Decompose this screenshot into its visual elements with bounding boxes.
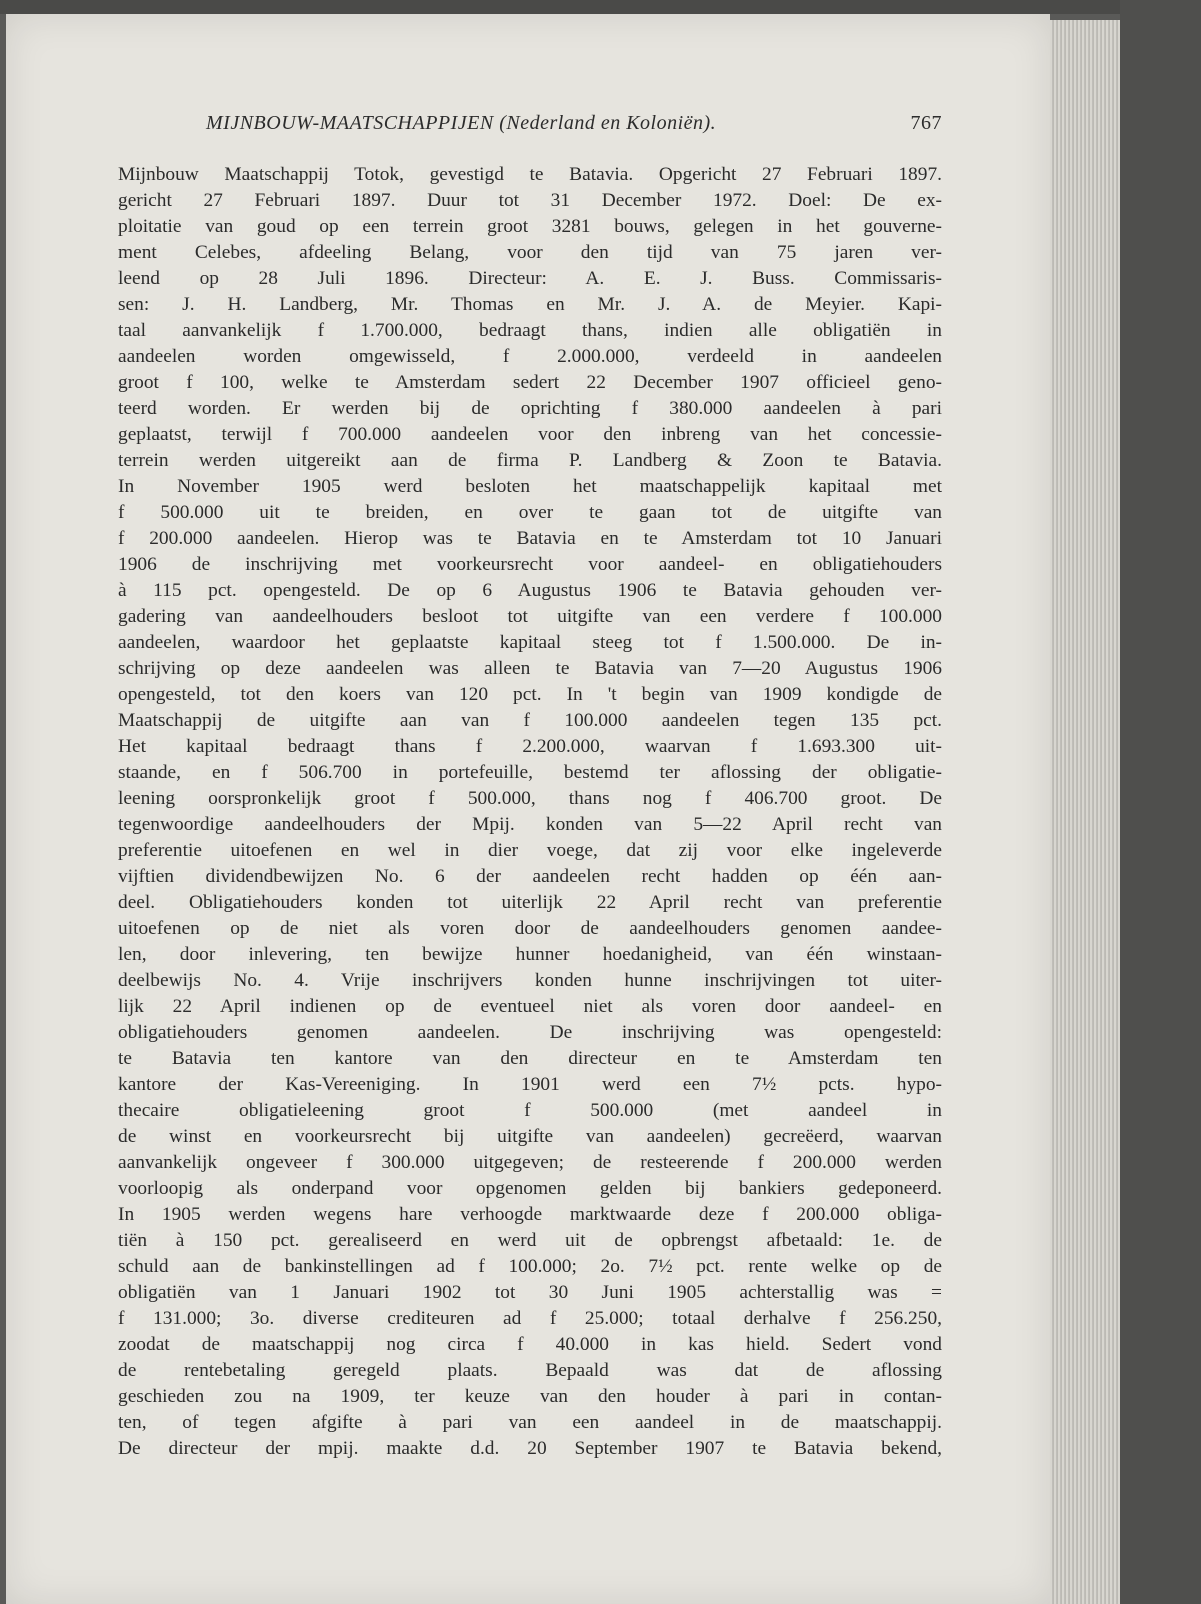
text-line: deelbewijs No. 4. Vrije inschrijvers konden hunne inschrijvingen tot uiter-: [118, 970, 942, 991]
text-line: opengesteld, tot den koers van 120 pct. In 't begin van 1909 kondigde de: [118, 684, 942, 705]
text-line: gericht 27 Februari 1897. Duur tot 31 December 1972. Doel: De ex-: [118, 190, 942, 211]
text-line: tiën à 150 pct. gerealiseerd en werd uit de opbrengst afbetaald: 1e. de: [118, 1230, 942, 1251]
text-line: geschieden zou na 1909, ter keuze van den houder à pari in contan-: [118, 1386, 942, 1407]
text-line: aanvankelijk ongeveer f 300.000 uitgegeven; de resteerende f 200.000 werden: [118, 1152, 942, 1173]
text-line: ment Celebes, afdeeling Belang, voor den tijd van 75 jaren ver-: [118, 242, 942, 263]
text-line: ploitatie van goud op een terrein groot 3281 bouws, gelegen in het gouverne-: [118, 216, 942, 237]
text-line: schrijving op deze aandeelen was alleen te Batavia van 7—20 Augustus 1906: [118, 658, 942, 679]
running-header: [118, 108, 942, 142]
page-number: 767: [910, 112, 942, 134]
text-line: f 131.000; 3o. diverse crediteuren ad f 25.000; totaal derhalve f 256.250,: [118, 1308, 942, 1329]
text-line: In November 1905 werd besloten het maatschappelijk kapitaal met: [118, 476, 942, 497]
text-line: len, door inlevering, ten bewijze hunner hoedanigheid, van één winstaan-: [118, 944, 942, 965]
text-line: lijk 22 April indienen op de eventueel niet als voren door aandeel- en: [118, 996, 942, 1017]
text-line: taal aanvankelijk f 1.700.000, bedraagt thans, indien alle obligatiën in: [118, 320, 942, 341]
text-line: preferentie uitoefenen en wel in dier voege, dat zij voor elke ingeleverde: [118, 840, 942, 861]
text-line: deel. Obligatiehouders konden tot uiterlijk 22 April recht van preferentie: [118, 892, 942, 913]
text-line: te Batavia ten kantore van den directeur en te Amsterdam ten: [118, 1048, 942, 1069]
text-line: voorloopig als onderpand voor opgenomen gelden bij bankiers gedeponeerd.: [118, 1178, 942, 1199]
text-line: staande, en f 506.700 in portefeuille, bestemd ter aflossing der obligatie-: [118, 762, 942, 783]
text-line: f 200.000 aandeelen. Hierop was te Batavia en te Amsterdam tot 10 Januari: [118, 528, 942, 549]
text-line: obligatiehouders genomen aandeelen. De inschrijving was opengesteld:: [118, 1022, 942, 1043]
text-line: tegenwoordige aandeelhouders der Mpij. konden van 5—22 April recht van: [118, 814, 942, 835]
text-line: f 500.000 uit te breiden, en over te gaan tot de uitgifte van: [118, 502, 942, 523]
text-line: aandeelen, waardoor het geplaatste kapitaal steeg tot f 1.500.000. De in-: [118, 632, 942, 653]
text-line: geplaatst, terwijl f 700.000 aandeelen voor den inbreng van het concessie-: [118, 424, 942, 445]
text-line: Mijnbouw Maatschappij Totok, gevestigd te Batavia. Opgericht 27 Februari 1897.: [118, 164, 942, 185]
text-line: kantore der Kas-Vereeniging. In 1901 werd een 7½ pcts. hypo-: [118, 1074, 942, 1095]
text-line: sen: J. H. Landberg, Mr. Thomas en Mr. J. A. de Meyier. Kapi-: [118, 294, 942, 315]
text-line: gadering van aandeelhouders besloot tot uitgifte van een verdere f 100.000: [118, 606, 942, 627]
text-line: schuld aan de bankinstellingen ad f 100.000; 2o. 7½ pct. rente welke op de: [118, 1256, 942, 1277]
text-line: 1906 de inschrijving met voorkeursrecht voor aandeel- en obligatiehouders: [118, 554, 942, 575]
text-line: de winst en voorkeursrecht bij uitgifte van aandeelen) gecreëerd, waarvan: [118, 1126, 942, 1147]
text-line: terrein werden uitgereikt aan de firma P. Landberg & Zoon te Batavia.: [118, 450, 942, 471]
text-line: In 1905 werden wegens hare verhoogde marktwaarde deze f 200.000 obliga-: [118, 1204, 942, 1225]
text-line: thecaire obligatieleening groot f 500.000 (met aandeel in: [118, 1100, 942, 1121]
text-line: leening oorspronkelijk groot f 500.000, thans nog f 406.700 groot. De: [118, 788, 942, 809]
scan-top-shadow: [0, 0, 1201, 14]
text-line: à 115 pct. opengesteld. De op 6 Augustus 1906 te Batavia gehouden ver-: [118, 580, 942, 601]
page-stack-edge: [1050, 20, 1120, 1604]
text-line: groot f 100, welke te Amsterdam sedert 22 December 1907 officieel geno-: [118, 372, 942, 393]
text-line: de rentebetaling geregeld plaats. Bepaald was dat de aflossing: [118, 1360, 942, 1381]
body-text: [118, 162, 942, 1462]
running-title: MIJNBOUW-MAATSCHAPPIJEN (Nederland en Koloniën).: [206, 112, 717, 134]
text-line: zoodat de maatschappij nog circa f 40.000 in kas hield. Sedert vond: [118, 1334, 942, 1355]
text-line: ten, of tegen afgifte à pari van een aandeel in de maatschappij.: [118, 1412, 942, 1433]
text-line: uitoefenen op de niet als voren door de aandeelhouders genomen aandee-: [118, 918, 942, 939]
text-line: obligatiën van 1 Januari 1902 tot 30 Juni 1905 achterstallig was =: [118, 1282, 942, 1303]
text-line: aandeelen worden omgewisseld, f 2.000.000, verdeeld in aandeelen: [118, 346, 942, 367]
text-line: Maatschappij de uitgifte aan van f 100.000 aandeelen tegen 135 pct.: [118, 710, 942, 731]
text-line: leend op 28 Juli 1896. Directeur: A. E. J. Buss. Commissaris-: [118, 268, 942, 289]
text-line: Het kapitaal bedraagt thans f 2.200.000, waarvan f 1.693.300 uit-: [118, 736, 942, 757]
text-line: teerd worden. Er werden bij de oprichting f 380.000 aandeelen à pari: [118, 398, 942, 419]
text-line: vijftien dividendbewijzen No. 6 der aandeelen recht hadden op één aan-: [118, 866, 942, 887]
scan-background: [1120, 0, 1201, 1604]
text-line: De directeur der mpij. maakte d.d. 20 September 1907 te Batavia bekend,: [118, 1438, 942, 1459]
